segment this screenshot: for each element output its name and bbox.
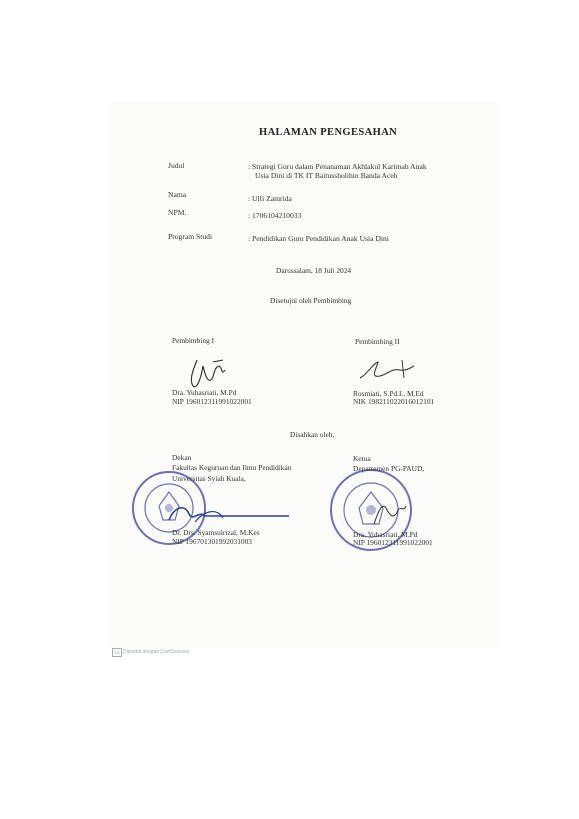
field-label-nama: Nama [168,190,187,199]
head-id: NIP 196012311991022001 [353,538,433,547]
ratified-by-label: Disahkan oleh, [290,430,335,439]
supervisor1-role: Pembimbing I [172,336,215,345]
head-unit-1: Departemen PG-PAUD, [353,464,425,473]
supervisor2-name: Rosmiati, S.Pd.I., M.Ed [353,389,424,398]
supervisor1-signature [183,356,233,392]
dean-unit-1: Fakultas Keguruan dan Ilmu Pendidikan [172,463,292,472]
head-signature [370,498,410,528]
dean-id: NIP 196701301992031003 [172,537,252,546]
head-role: Ketua [353,454,371,463]
supervisor1-id: NIP 196012311991022001 [172,397,252,406]
field-value-judul-line2: Usia Dini di TK IT Baitussholihin Banda Aceh [255,171,398,180]
supervisor1-name: Dra. Yuhasriati, M.Pd [172,388,237,397]
field-value-judul-line1: : Strategi Guru dalam Penanaman Akhlakul Karimah Anak [248,162,427,171]
dean-signature [165,500,295,530]
document-title: HALAMAN PENGESAHAN [259,127,398,138]
camscanner-icon: CS [112,648,122,657]
scanner-caption: Dipindai dengan CamScanner [123,649,190,655]
dean-name: Dr. Drs. Syamsulrizal, M.Kes [172,528,260,537]
field-value-program-studi: : Pendidikan Guru Pendidikan Anak Usia Dini [248,234,389,243]
field-value-nama: : Ulfi Zamrida [248,194,292,203]
field-label-judul: Judul [168,161,185,170]
field-value-npm: : 1706104210033 [248,211,302,220]
document-page [110,103,497,646]
dean-unit-2: Universitas Syiah Kuala, [172,474,246,483]
supervisor2-id: NIK 198211022016012101 [353,397,435,406]
place-date: Darussalam, 18 Juli 2024 [276,266,352,275]
field-label-program-studi: Program Studi [168,232,213,241]
head-name: Dra. Yuhasriati, M.Pd [353,530,418,539]
supervisor2-signature [356,358,416,384]
field-label-npm: NPM. [168,208,187,217]
approved-by-label: Disetujui oleh Pembimbing [270,296,352,305]
dean-role: Dekan [172,453,192,462]
supervisor2-role: Pembimbing II [355,337,400,346]
